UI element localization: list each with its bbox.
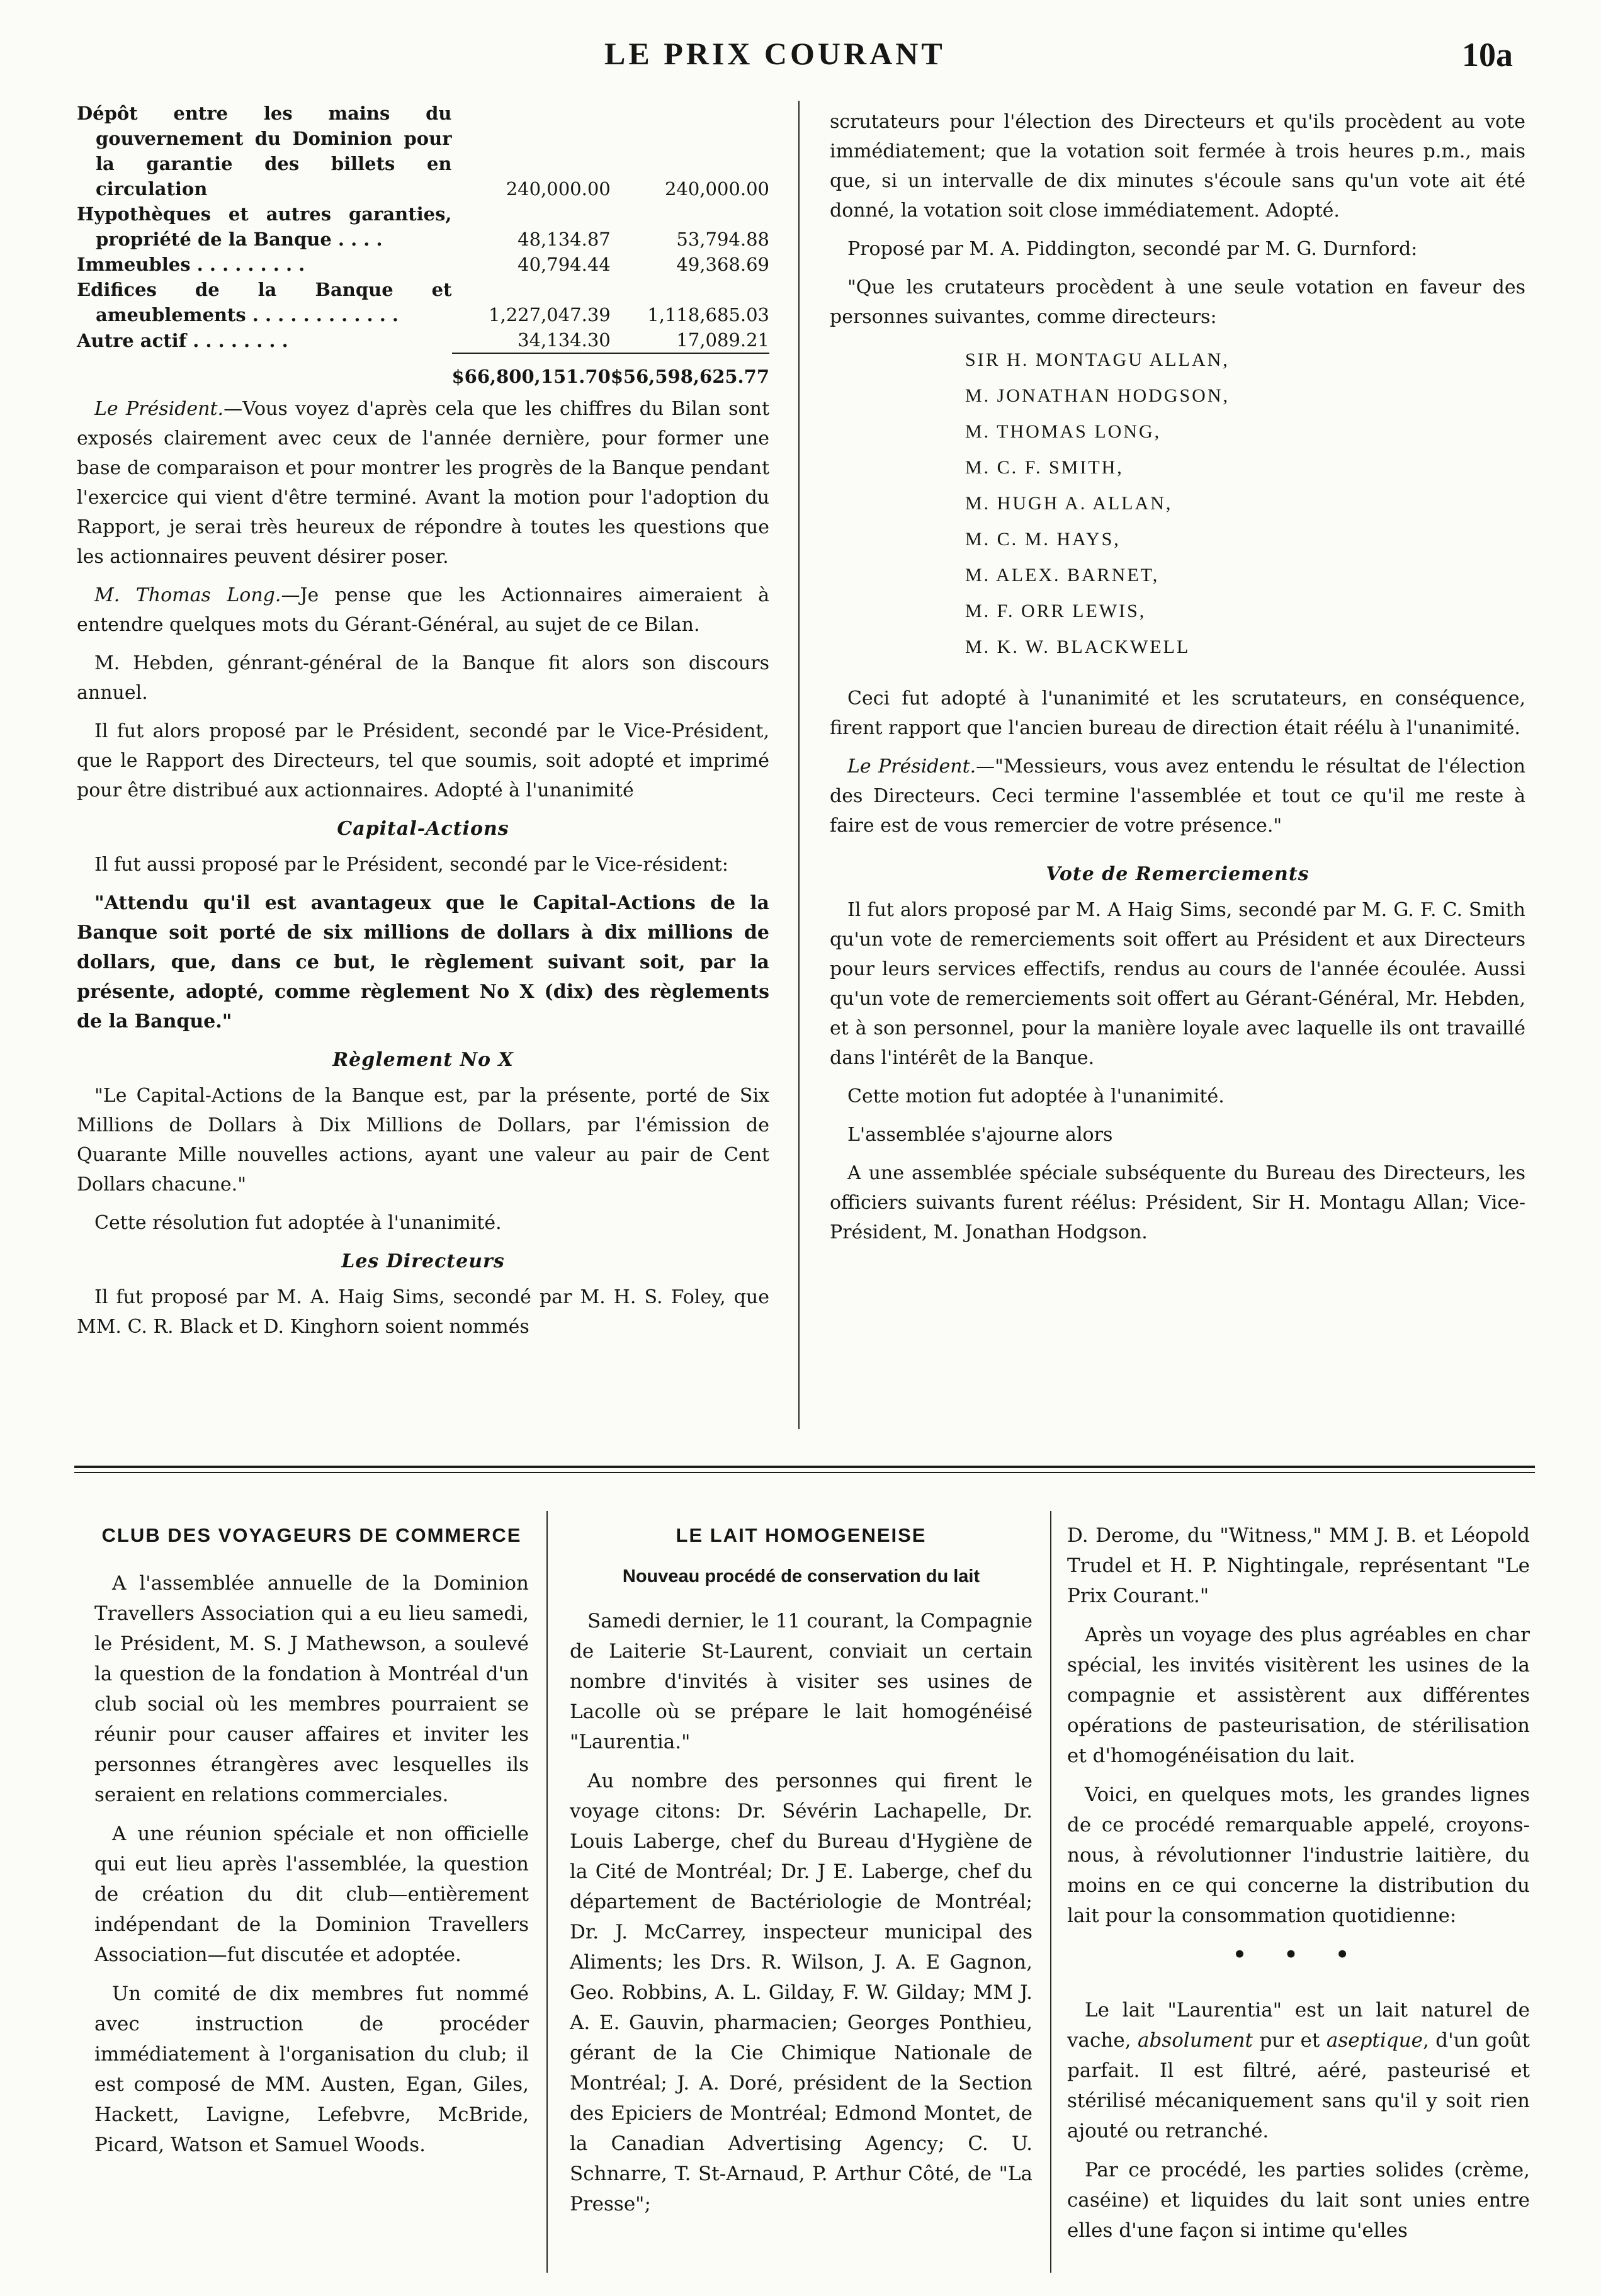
paragraph: Au nombre des personnes qui firent le voyage citons: Dr. Sévérin Lachapelle, Dr. Louis Laberge, chef du Bureau d'Hygiène de la Cité de Montréal; Dr. J E. Laberge, chef du département de Bactériologie de Montréal; Dr. J. McCarrey, inspecteur municipal des Aliments; les Drs. R. Wilson, J. A. E Gagnon, Geo. Robbins, A. L. Gilday, F. W. Gilday; MM J. A. E. Gauvin, pharmacien; Georges Ponthieu, gérant de la Cie Chimique Nationale de Montréal; J. A. Doré, président de la Section des Epiciers de Montréal; Edmond Montet, de la Canadian Advertising Agency; C. U. Schnarre, T. St-Arnaud, P. Arthur Côté, de "La Presse"; [570,1770,1032,2215]
paragraph: A une réunion spéciale et non officielle qui eut lieu après l'assemblée, la question de création du dit club—entièrement indépendant de la Dominion Travellers Association—fut discutée et adoptée. [94,1823,529,1966]
paragraph: D. Derome, du "Witness," MM J. B. et Léopold Trudel et H. P. Nightingale, représentant "Le Prix Courant." [1067,1524,1530,1607]
list-item: M. HUGH A. ALLAN, [965,493,1173,514]
table-row: Hypothèques et autres garanties, propriété de la Banque . . . . 48,134.87 53,794.88 [77,203,769,250]
column-divider [798,101,800,1429]
list-item: M. C. F. SMITH, [965,457,1124,478]
lait-article [570,1520,1032,2228]
paragraph: M. Hebden, génrant-général de la Banque fit alors son discours annuel. [77,652,769,704]
list-item: M. THOMAS LONG, [965,421,1162,442]
list-item: SIR H. MONTAGU ALLAN, [965,349,1230,370]
section-heading: Vote de Remerciements [1046,863,1310,885]
paragraph: Proposé par M. A. Piddington, secondé par M. G. Durnford: [847,238,1418,260]
upper-left-column [77,101,769,1350]
paragraph: Voici, en quelques mots, les grandes lignes de ce procédé remarquable appelé, croyons-nous, à révolutionner l'industrie laitière, du moins en ce qui concerne la distribution du lait pour la consommation quotidienne: [1067,1784,1530,1927]
paragraph: Le Président.—Vous voyez d'après cela que les chiffres du Bilan sont exposés clairement avec ceux de l'année dernière, pour former une base de comparaison et pour montrer les progrès de la Banque pendant l'exercice qui vient d'être terminé. Avant la motion pour l'adoption du Rapport, je serai très heureux de répondre à toutes les questions que les actionnaires peuvent désirer poser. [77,398,769,568]
paragraph: A l'assemblée annuelle de la Dominion Travellers Association qui a eu lieu samedi, le Président, M. S. J Mathewson, a soulevé la question de la fondation à Montréal d'un club social où les membres pourraient se réunir pour causer affaires et inviter les personnes étrangères avec lesquelles ils seraient en relations commerciales. [94,1572,529,1806]
paragraph: Il fut proposé par M. A. Haig Sims, secondé par M. H. S. Foley, que MM. C. R. Black et D. Kinghorn soient nommés [77,1286,769,1338]
running-head [0,35,1601,79]
paragraph: Cette motion fut adoptée à l'unanimité. [847,1085,1225,1107]
paragraph: Un comité de dix membres fut nommé avec instruction de procéder immédiatement à l'organisation du club; il est composé de MM. Austen, Egan, Giles, Hackett, Lavigne, Lefebvre, McBride, Picard, Watson et Samuel Woods. [94,1982,529,2156]
section-heading: Règlement No X [332,1049,514,1071]
paragraph: "Le Capital-Actions de la Banque est, par la présente, porté de Six Millions de Dollars à Dix Millions de Dollars, par l'émission de Quarante Mille nouvelles actions, ayant une valeur au pair de Cent Dollars chacune." [77,1085,769,1196]
paragraph: Samedi dernier, le 11 courant, la Compagnie de Laiterie St-Laurent, conviait un certain nombre d'invités à visiter ses usines de Lacolle où se prépare le lait homogénéisé "Laurentia." [570,1610,1032,1753]
paragraph: Cette résolution fut adoptée à l'unanimité. [94,1212,502,1234]
paragraph: Le Président.—"Messieurs, vous avez entendu le résultat de l'élection des Directeurs. Ceci termine l'assemblée et tout ce qu'il me reste à faire est de vous remercier de votre présence." [830,755,1525,837]
article-title: CLUB DES VOYAGEURS DE COMMERCE [101,1524,522,1546]
list-item: M. C. M. HAYS, [965,529,1121,550]
paragraph: Il fut alors proposé par M. A Haig Sims, secondé par M. G. F. C. Smith qu'un vote de remerciements soit offert au Président et aux Directeurs pour leurs services effectifs, rendus au cours de l'année écoulée. Aussi qu'un vote de remerciements soit offert au Gérant-Général, Mr. Hebden, et à son personnel, pour la manière loyale avec laquelle ils ont travaillé dans l'intérêt de la Banque. [830,899,1525,1069]
journal-title: LE PRIX COURANT [604,36,946,71]
paragraph: Il fut alors proposé par le Président, secondé par le Vice-Président, que le Rapport des Directeurs, tel que soumis, soit adopté et imprimé pour être distribué aux actionnaires. Adopté à l'unanimité [77,720,769,801]
list-item: M. JONATHAN HODGSON, [965,385,1230,406]
paragraph: Par ce procédé, les parties solides (crème, caséine) et liquides du lait sont unies entre elles d'une façon si intime qu'elles [1067,2159,1530,2242]
article-title: LE LAIT HOMOGENEISE [676,1524,927,1546]
page-number: 10a [1462,36,1513,74]
table-row: Immeubles . . . . . . . . . 40,794.44 49,368.69 [77,254,769,275]
lait-article-continued [1067,1520,1530,2254]
paragraph: Ceci fut adopté à l'unanimité et les scrutateurs, en conséquence, firent rapport que l'ancien bureau de direction était réélu à l'unanimité. [830,687,1525,739]
paragraph: Après un voyage des plus agréables en char spécial, les invités visitèrent les usines de la compagnie et assistèrent aux différentes opérations de pasteurisation, de stérilisation et d'homogénéisation du lait. [1067,1624,1530,1767]
section-ornament: • • • [1233,1942,1364,1967]
table-row: Autre actif . . . . . . . . 34,134.30 17,089.21 [77,329,769,351]
balance-sheet-table [77,101,769,389]
section-divider [74,1466,1535,1468]
paragraph: M. Thomas Long.—Je pense que les Actionnaires aimeraient à entendre quelques mots du Gérant-Général, au sujet de ce Bilan. [77,584,769,636]
column-divider [546,1511,548,2273]
section-divider [74,1472,1535,1473]
table-row: Dépôt entre les mains du gouvernement du Dominion pour la garantie des billets en circulation 240,000.00 240,000.00 [77,103,769,200]
paragraph: A une assemblée spéciale subséquente du Bureau des Directeurs, les officiers suivants furent réélus: Président, Sir H. Montagu Allan; Vice-Président, M. Jonathan Hodgson. [830,1162,1525,1243]
paragraph: scrutateurs pour l'élection des Directeurs et qu'ils procèdent au vote immédiatement; que la votation soit fermée à trois heures p.m., mais que, si un intervalle de dix minutes s'écoule sans qu'un vote ait été donné, la votation soit close immédiatement. Adopté. [830,111,1525,222]
directors-list [965,342,1525,665]
paragraph: Il fut aussi proposé par le Président, secondé par le Vice-résident: [94,854,728,876]
upper-right-column [830,107,1525,1256]
list-item: M. ALEX. BARNET, [965,565,1160,585]
total-row: $66,800,151.70 $56,598,625.77 [77,353,769,389]
list-item: M. F. ORR LEWIS, [965,601,1146,621]
paragraph: "Que les crutateurs procèdent à une seule votation en faveur des personnes suivantes, comme directeurs: [830,276,1525,328]
paragraph: "Attendu qu'il est avantageux que le Capital-Actions de la Banque soit porté de six millions de dollars à dix millions de dollars, que, dans ce but, le règlement suivant soit, par la présente, adopté, comme règlement No X (dix) des règlements de la Banque." [77,892,769,1032]
table-row: Edifices de la Banque et ameublements . . . . . . . . . . . . 1,227,047.39 1,118,685.03 [77,279,769,325]
list-item: M. K. W. BLACKWELL [965,636,1191,657]
paragraph: L'assemblée s'ajourne alors [847,1124,1113,1146]
club-article [94,1520,529,2169]
section-heading: Les Directeurs [341,1250,505,1272]
section-heading: Capital-Actions [337,818,509,840]
paragraph: Le lait "Laurentia" est un lait naturel de vache, absolument pur et aseptique, d'un goût parfait. Il est filtré, aéré, pasteurisé et stérilisé mécaniquement sans qu'il y soit rien ajouté ou retranché. [1067,1999,1530,2142]
article-subtitle: Nouveau procédé de conservation du lait [622,1566,980,1586]
column-divider [1050,1511,1051,2273]
